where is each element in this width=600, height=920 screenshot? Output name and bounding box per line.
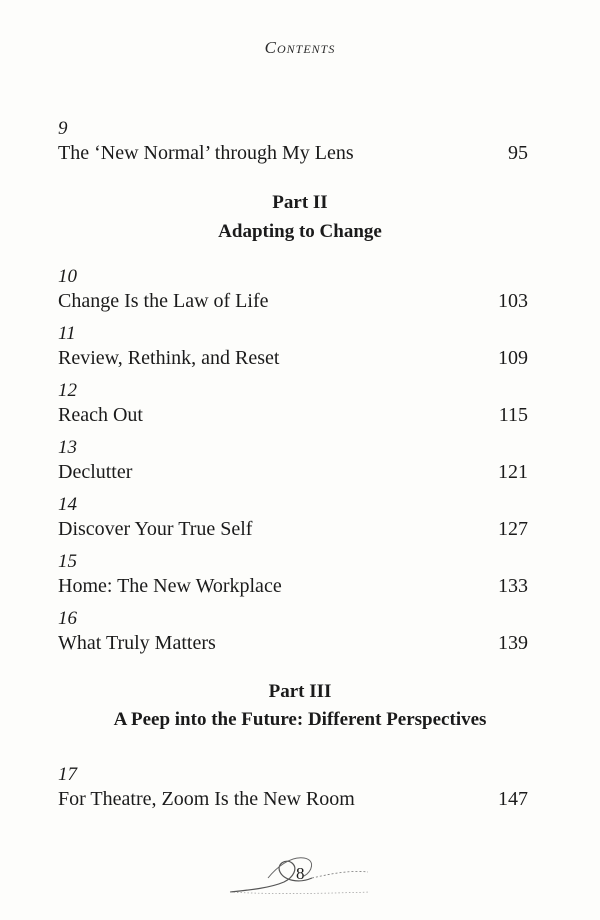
toc-entry — [58, 380, 528, 428]
chapter-number: 9 — [58, 118, 68, 139]
chapter-title: Home: The New Workplace — [58, 575, 282, 597]
part-iii-title: A Peep into the Future: Different Perspectives — [113, 709, 487, 730]
toc-entry — [58, 323, 528, 371]
toc-entry — [58, 118, 528, 166]
toc-entry — [58, 764, 528, 812]
folio — [220, 848, 380, 900]
running-head: Contents — [264, 38, 336, 57]
chapter-title: Change Is the Law of Life — [58, 290, 269, 312]
page-number: 115 — [498, 404, 528, 426]
chapter-title: Review, Rethink, and Reset — [58, 347, 280, 369]
page-number: 95 — [508, 142, 528, 164]
chapter-title: Discover Your True Self — [58, 518, 253, 540]
toc-entry — [58, 608, 528, 656]
chapter-number: 14 — [58, 494, 77, 515]
chapter-number: 17 — [58, 764, 77, 785]
chapter-number: 12 — [58, 380, 77, 401]
part-ii-title: Adapting to Change — [218, 221, 382, 242]
page-number: 121 — [498, 461, 528, 483]
chapter-number: 13 — [58, 437, 77, 458]
page-number: 109 — [498, 347, 528, 369]
chapter-title: Reach Out — [58, 404, 143, 426]
chapter-title: Declutter — [58, 461, 133, 483]
chapter-title: What Truly Matters — [58, 632, 216, 654]
page-number: 139 — [498, 632, 528, 654]
chapter-number: 16 — [58, 608, 77, 629]
part-iii-label: Part III — [268, 681, 332, 702]
toc-entry — [58, 437, 528, 485]
toc-entry — [58, 266, 528, 314]
page-folio-number: 8 — [296, 864, 305, 883]
page-number: 147 — [498, 788, 528, 810]
part-ii-label: Part II — [272, 192, 328, 213]
chapter-number: 11 — [58, 323, 76, 344]
toc-entry — [58, 551, 528, 599]
chapter-number: 15 — [58, 551, 77, 572]
page-number: 133 — [498, 575, 528, 597]
chapter-number: 10 — [58, 266, 77, 287]
chapter-title: The ‘New Normal’ through My Lens — [58, 142, 354, 164]
chapter-title: For Theatre, Zoom Is the New Room — [58, 788, 355, 810]
page-number: 103 — [498, 290, 528, 312]
toc-entry — [58, 494, 528, 542]
page-number: 127 — [498, 518, 528, 540]
